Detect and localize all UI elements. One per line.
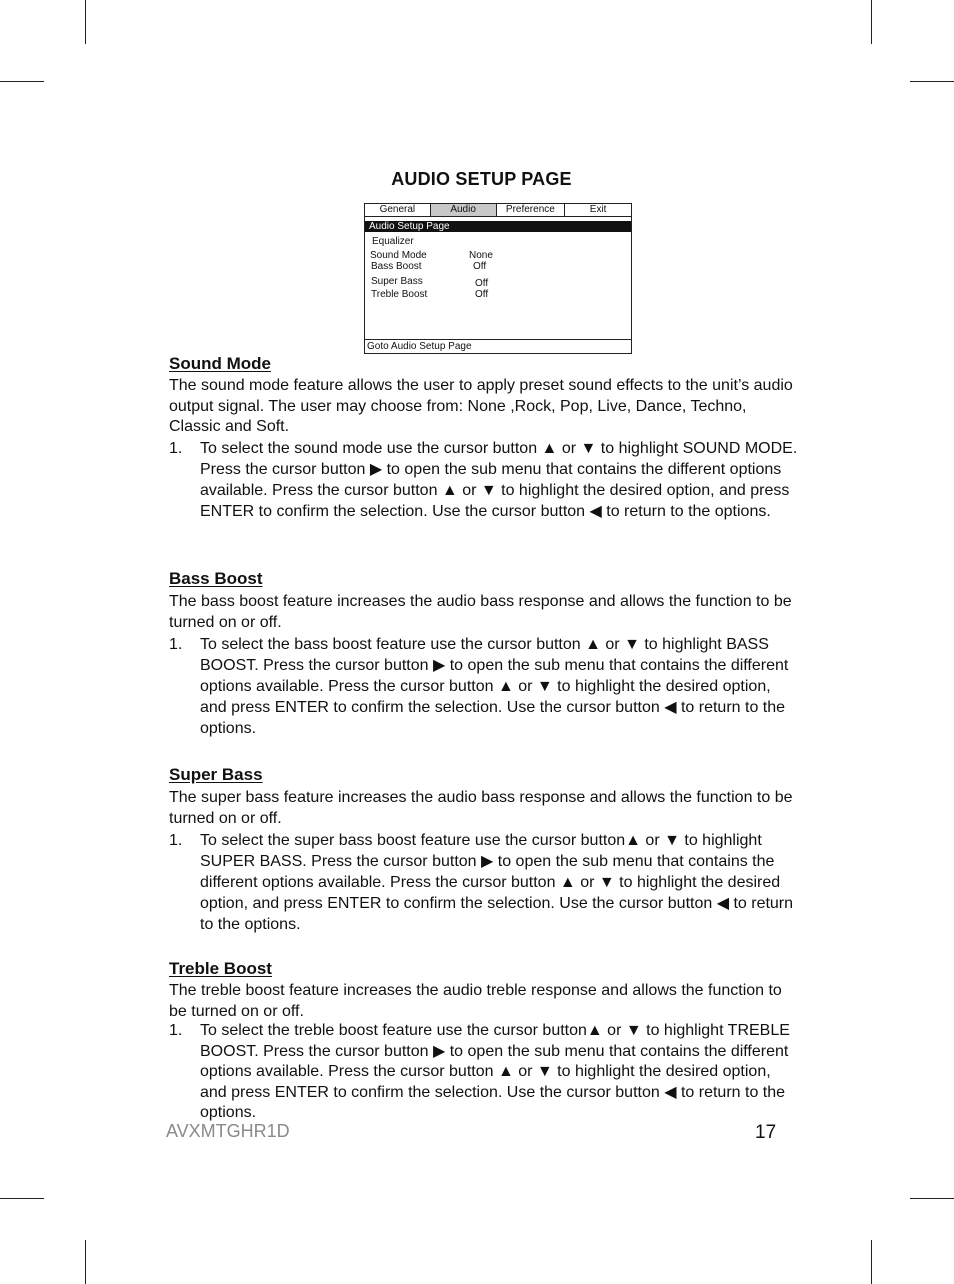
step-text: To select the sound mode use the cursor button ▲ or ▼ to highlight SOUND MODE. Press the cursor button ▶ to open the sub menu that contains the different options available. Press the cursor button ▲ or ▼ to highlight the desired option, and press ENTER to confirm the selection. Use the cursor button ◀ to return to the options. — [200, 440, 798, 520]
model-code: AVXMTGHR1D — [166, 1121, 290, 1141]
tab-exit: Exit — [589, 204, 607, 215]
section-heading-super-bass: Super Bass — [169, 765, 263, 784]
crop-mark — [0, 81, 44, 82]
tab-audio: Audio — [431, 204, 497, 216]
section-paragraph: The sound mode feature allows the user to apply preset sound effects to the unit’s audio output signal. The user may choose from: None ,Rock, Pop, Live, Dance, Techno, Classic and Soft. — [169, 377, 793, 435]
instruction-step — [169, 1021, 799, 1124]
crop-mark — [0, 1198, 44, 1199]
menu-header-bar: Audio Setup Page — [365, 221, 631, 232]
section-heading-bass-boost: Bass Boost — [169, 569, 263, 588]
menu-row-label: Bass Boost — [371, 261, 422, 272]
step-text: To select the super bass boost feature use the cursor button▲ or ▼ to highlight SUPER BASS. Press the cursor button ▶ to open the sub menu that contains the different options available. Press the cursor button ▲ or ▼ to highlight the desired option, and press ENTER to confirm the selection. Use the cursor button ◀ to return to the options. — [200, 832, 794, 933]
step-number: 1. — [169, 832, 183, 849]
instruction-step — [169, 634, 799, 739]
section-heading-sound-mode: Sound Mode — [169, 354, 271, 373]
menu-row-value: Off — [473, 261, 487, 272]
menu-row-value: Off — [475, 289, 489, 300]
crop-mark — [85, 1240, 86, 1284]
crop-mark — [871, 1240, 872, 1284]
menu-row-value: Off — [475, 278, 489, 289]
menu-row-label: Equalizer — [372, 236, 414, 247]
audio-setup-menu-screenshot — [364, 203, 632, 354]
instruction-step — [169, 438, 799, 522]
menu-row-value: None — [469, 250, 493, 261]
menu-row-label: Treble Boost — [371, 289, 428, 300]
crop-mark — [910, 1198, 954, 1199]
section-paragraph: The treble boost feature increases the audio treble response and allows the function to be turned on or off. — [169, 982, 782, 1020]
page-title: AUDIO SETUP PAGE — [391, 169, 572, 189]
menu-tabs — [365, 204, 631, 217]
menu-row-label: Sound Mode — [370, 250, 427, 261]
crop-mark — [910, 81, 954, 82]
menu-footer: Goto Audio Setup Page — [365, 339, 631, 353]
tab-preference: Preference — [497, 204, 566, 216]
section-heading-treble-boost: Treble Boost — [169, 959, 272, 978]
step-text: To select the treble boost feature use the cursor button▲ or ▼ to highlight TREBLE BOOST. Press the cursor button ▶ to open the sub menu that contains the different options available. Press the cursor button ▲ or ▼ to highlight the desired option, and press ENTER to confirm the selection. Use the cursor button ◀ to return to the options. — [200, 1022, 790, 1121]
menu-row-label: Super Bass — [371, 276, 423, 287]
section-paragraph: The super bass feature increases the audio bass response and allows the function to be turned on or off. — [169, 789, 793, 827]
step-number: 1. — [169, 440, 183, 457]
crop-mark — [85, 0, 86, 44]
tab-general: General — [365, 204, 431, 216]
page-number: 17 — [755, 1122, 777, 1143]
instruction-step — [169, 830, 799, 935]
step-number: 1. — [169, 1022, 183, 1039]
step-text: To select the bass boost feature use the cursor button ▲ or ▼ to highlight BASS BOOST. Press the cursor button ▶ to open the sub menu that contains the different options available. Press the cursor button ▲ or ▼ to highlight the desired option, and press ENTER to confirm the selection. Use the cursor button ◀ to return to the options. — [200, 636, 789, 737]
step-number: 1. — [169, 636, 183, 653]
crop-mark — [871, 0, 872, 44]
section-paragraph: The bass boost feature increases the audio bass response and allows the function to be turned on or off. — [169, 593, 792, 631]
